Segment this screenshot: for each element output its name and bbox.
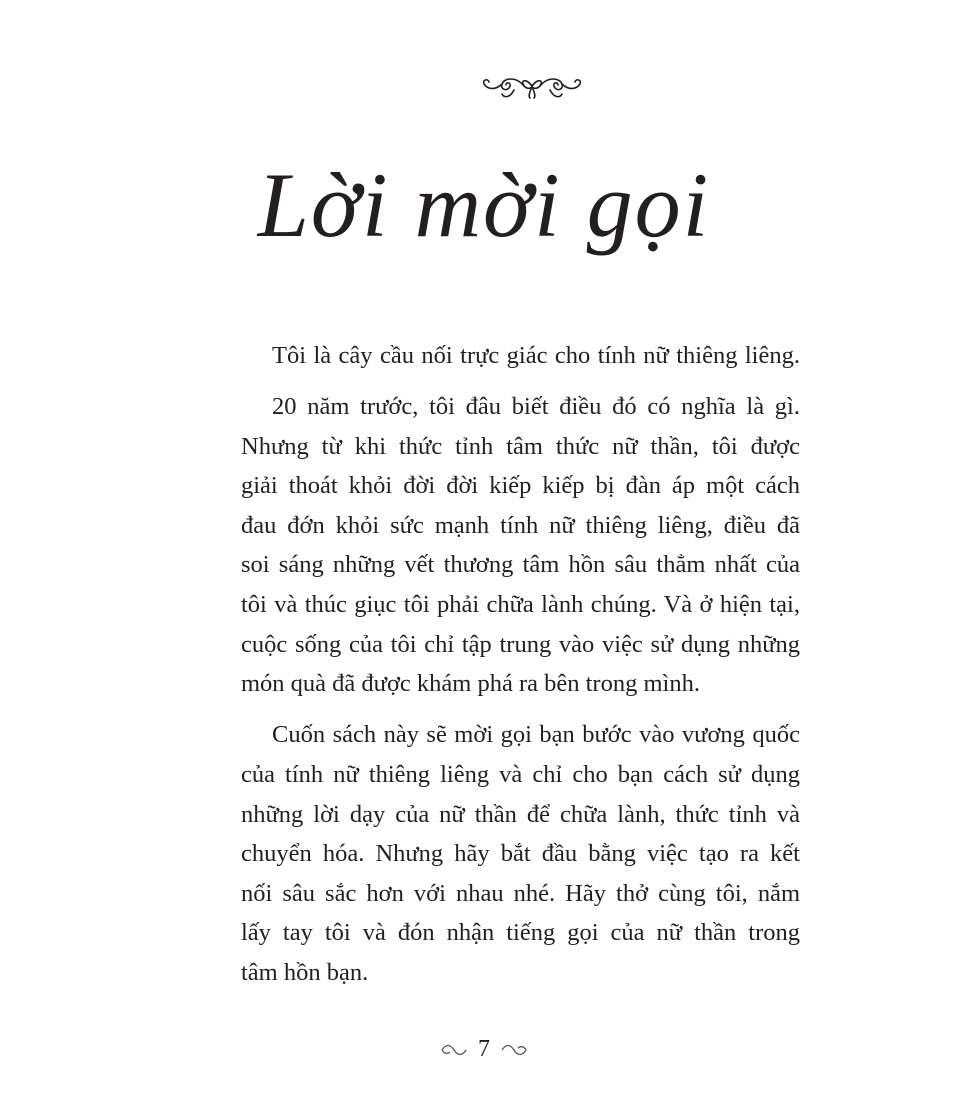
paragraph: [241, 387, 800, 704]
text-line: nối sâu sắc hơn với nhau nhé. Hãy thở cùng tôi, nắm: [241, 879, 800, 907]
text-line: soi sáng những vết thương tâm hồn sâu thẳm nhất của: [241, 551, 800, 579]
page-footer: [0, 1034, 968, 1064]
swash-right-icon: [500, 1044, 528, 1056]
text-line: Tôi là cây cầu nối trực giác cho tính nữ thiêng liêng.: [272, 342, 800, 369]
chapter-title: Lời mời gọi: [257, 154, 711, 256]
flourish-ornament-icon: [480, 70, 584, 104]
text-line: tôi và thúc giục tôi phải chữa lành chúng. Và ở hiện tại,: [241, 591, 800, 619]
page-number: 7: [478, 1036, 490, 1062]
text-line: Cuốn sách này sẽ mời gọi bạn bước vào vương quốc: [272, 721, 800, 749]
swash-left-icon: [440, 1044, 468, 1056]
text-line: chuyển hóa. Nhưng hãy bắt đầu bằng việc tạo ra kết: [241, 840, 800, 868]
text-line: đau đớn khỏi sức mạnh tính nữ thiêng liêng, điều đã: [241, 511, 800, 539]
text-line: lấy tay tôi và đón nhận tiếng gọi của nữ thần trong: [241, 919, 800, 947]
text-line: Nhưng từ khi thức tỉnh tâm thức nữ thần, tôi được: [241, 432, 800, 460]
text-line: giải thoát khỏi đời đời kiếp kiếp bị đàn áp một cách: [241, 472, 800, 500]
paragraph: [241, 336, 800, 376]
text-line: của tính nữ thiêng liêng và chỉ cho bạn cách sử dụng: [241, 760, 800, 788]
text-line: món quà đã được khám phá ra bên trong mình.: [241, 670, 700, 698]
text-line: những lời dạy của nữ thần để chữa lành, thức tỉnh và: [241, 800, 800, 828]
text-line: cuộc sống của tôi chỉ tập trung vào việc sử dụng những: [241, 630, 800, 658]
paragraph: [241, 715, 800, 992]
text-line: 20 năm trước, tôi đâu biết điều đó có nghĩa là gì.: [272, 393, 800, 421]
body-text: [241, 336, 800, 1004]
text-line: tâm hồn bạn.: [241, 958, 369, 986]
